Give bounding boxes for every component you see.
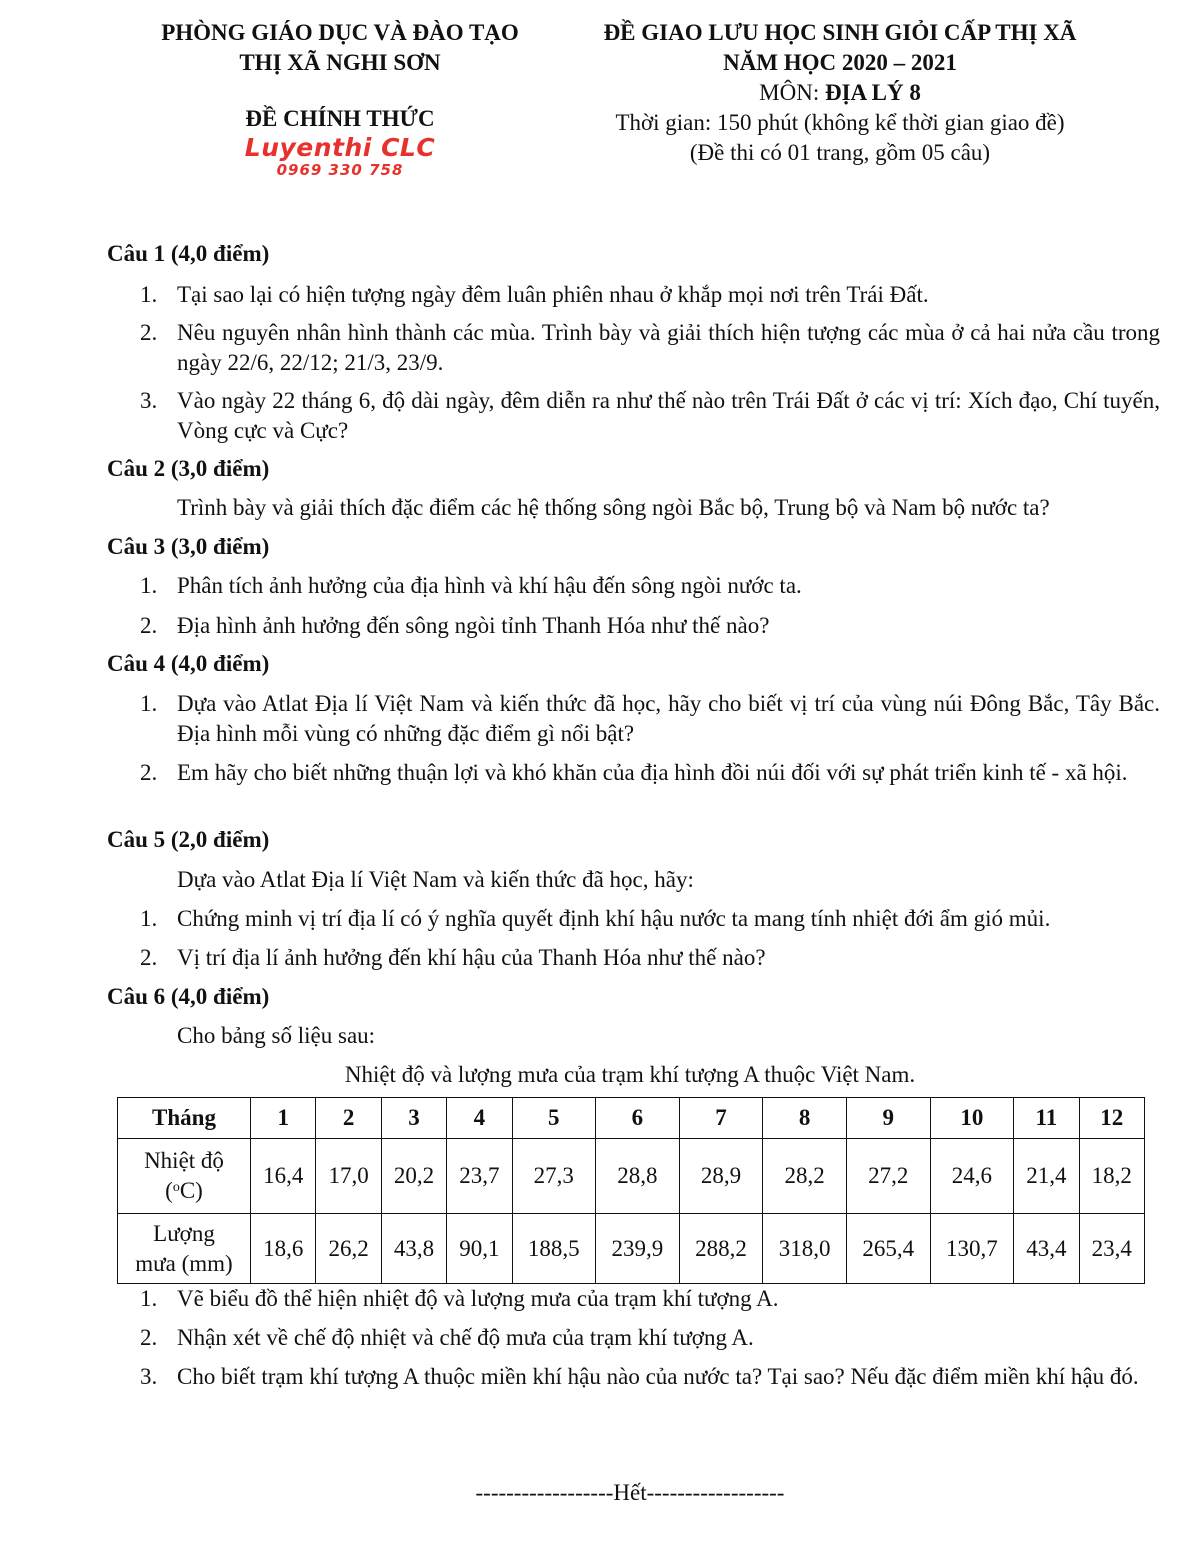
item-text: Vị trí địa lí ảnh hưởng đến khí hậu của Thanh Hóa như thế nào? bbox=[177, 945, 766, 970]
official-label: ĐỀ CHÍNH THỨC bbox=[245, 106, 435, 131]
table-caption: Nhiệt độ và lượng mưa của trạm khí tượng A thuộc Việt Nam. bbox=[344, 1062, 916, 1087]
item-number: 2. bbox=[140, 320, 158, 345]
question-title: Câu 1 (4,0 điểm) bbox=[107, 241, 270, 266]
logo-phone: 0969 330 758 bbox=[276, 161, 404, 179]
table-header-row bbox=[118, 1098, 1145, 1139]
list-item bbox=[140, 758, 1160, 788]
item-number: 1. bbox=[140, 906, 158, 931]
page-info: (Đề thi có 01 trang, gồm 05 câu) bbox=[689, 140, 991, 165]
logo-name: Luyenthi CLC bbox=[244, 133, 436, 162]
header-cell: 12 bbox=[1079, 1098, 1144, 1139]
table-cell: 288,2 bbox=[679, 1214, 763, 1284]
table-cell: 239,9 bbox=[596, 1214, 680, 1284]
row-label bbox=[118, 1139, 251, 1214]
table-cell: 43,8 bbox=[381, 1214, 446, 1284]
exam-title: ĐỀ GIAO LƯU HỌC SINH GIỎI CẤP THỊ XÃ bbox=[603, 20, 1077, 45]
header-cell: 10 bbox=[930, 1098, 1014, 1139]
list-item bbox=[140, 318, 1160, 378]
header-cell: 4 bbox=[447, 1098, 512, 1139]
item-text: Cho biết trạm khí tượng A thuộc miền khí hậu nào của nước ta? Tại sao? Nếu đặc điểm miền khí hậu đó. bbox=[177, 1364, 1139, 1389]
item-number: 3. bbox=[140, 1364, 158, 1389]
row-label-line: Nhiệt độ bbox=[144, 1148, 224, 1173]
table-cell: 26,2 bbox=[316, 1214, 381, 1284]
table-cell: 318,0 bbox=[763, 1214, 847, 1284]
list-item bbox=[140, 943, 1160, 973]
table-row bbox=[118, 1139, 1145, 1214]
item-number: 1. bbox=[140, 282, 158, 307]
subject-name: ĐỊA LÝ 8 bbox=[824, 80, 921, 105]
item-text: Vẽ biểu đồ thể hiện nhiệt độ và lượng mưa của trạm khí tượng A. bbox=[177, 1286, 779, 1311]
table-cell: 18,2 bbox=[1079, 1139, 1144, 1214]
row-label bbox=[118, 1214, 251, 1284]
list-item bbox=[140, 571, 1160, 601]
item-number: 1. bbox=[140, 691, 158, 716]
header-cell: 7 bbox=[679, 1098, 763, 1139]
table-cell: 17,0 bbox=[316, 1139, 381, 1214]
header-cell: 9 bbox=[846, 1098, 930, 1139]
subject-prefix: MÔN: bbox=[759, 80, 825, 105]
question-title: Câu 2 (3,0 điểm) bbox=[107, 456, 270, 481]
item-text: Phân tích ảnh hưởng của địa hình và khí hậu đến sông ngòi nước ta. bbox=[177, 573, 802, 598]
item-text: Nêu nguyên nhân hình thành các mùa. Trình bày và giải thích hiện tượng các mùa ở cả hai nửa cầu trong ngày 22/6, 22/12; 21/3, 23/9. bbox=[177, 320, 1160, 375]
table-cell: 21,4 bbox=[1014, 1139, 1079, 1214]
table-cell: 18,6 bbox=[251, 1214, 316, 1284]
item-number: 2. bbox=[140, 1325, 158, 1350]
item-number: 2. bbox=[140, 613, 158, 638]
table-cell: 265,4 bbox=[846, 1214, 930, 1284]
list-item bbox=[140, 386, 1160, 446]
department-header bbox=[130, 18, 550, 78]
question-paragraph: Cho bảng số liệu sau: bbox=[177, 1023, 376, 1048]
item-text: Địa hình ảnh hưởng đến sông ngòi tỉnh Thanh Hóa như thế nào? bbox=[177, 613, 770, 638]
table-cell: 27,3 bbox=[512, 1139, 596, 1214]
climate-table bbox=[117, 1097, 1145, 1284]
school-year: NĂM HỌC 2020 – 2021 bbox=[723, 50, 957, 75]
degree-sup: o bbox=[172, 1180, 180, 1195]
list-item bbox=[140, 611, 1160, 641]
time-limit: Thời gian: 150 phút (không kể thời gian giao đề) bbox=[615, 110, 1065, 135]
table-cell: 28,9 bbox=[679, 1139, 763, 1214]
header-cell: 2 bbox=[316, 1098, 381, 1139]
table-cell: 27,2 bbox=[846, 1139, 930, 1214]
question-title: Câu 3 (3,0 điểm) bbox=[107, 534, 270, 559]
header-cell: 1 bbox=[251, 1098, 316, 1139]
department-name: PHÒNG GIÁO DỤC VÀ ĐÀO TẠO bbox=[161, 20, 519, 45]
question-title: Câu 5 (2,0 điểm) bbox=[107, 827, 270, 852]
table-row bbox=[118, 1214, 1145, 1284]
item-text: Nhận xét về chế độ nhiệt và chế độ mưa của trạm khí tượng A. bbox=[177, 1325, 754, 1350]
header-cell: 11 bbox=[1014, 1098, 1079, 1139]
item-number: 2. bbox=[140, 945, 158, 970]
header-cell: 3 bbox=[381, 1098, 446, 1139]
table-cell: 90,1 bbox=[447, 1214, 512, 1284]
list-item bbox=[140, 1362, 1160, 1392]
header-cell: 8 bbox=[763, 1098, 847, 1139]
list-item bbox=[140, 280, 1160, 310]
table-cell: 188,5 bbox=[512, 1214, 596, 1284]
item-text: Tại sao lại có hiện tượng ngày đêm luân phiên nhau ở khắp mọi nơi trên Trái Đất. bbox=[177, 282, 929, 307]
exam-header bbox=[560, 18, 1120, 168]
list-item bbox=[140, 1284, 1160, 1314]
table-cell: 28,8 bbox=[596, 1139, 680, 1214]
end-marker: ------------------Hết------------------ bbox=[475, 1480, 785, 1505]
watermark-logo bbox=[225, 134, 455, 178]
unit-text: C) bbox=[179, 1178, 203, 1203]
header-cell: 6 bbox=[596, 1098, 680, 1139]
district-name: THỊ XÃ NGHI SƠN bbox=[239, 50, 441, 75]
item-number: 1. bbox=[140, 573, 158, 598]
table-cell: 16,4 bbox=[251, 1139, 316, 1214]
header-cell: Tháng bbox=[118, 1098, 251, 1139]
row-label-line: mưa (mm) bbox=[135, 1250, 233, 1276]
table-cell: 20,2 bbox=[381, 1139, 446, 1214]
item-number: 3. bbox=[140, 388, 158, 413]
row-label-line: Lượng bbox=[153, 1220, 215, 1246]
item-number: 1. bbox=[140, 1286, 158, 1311]
item-text: Vào ngày 22 tháng 6, độ dài ngày, đêm diễn ra như thế nào trên Trái Đất ở các vị trí: Xích đạo, Chí tuyến, Vòng cực và Cực? bbox=[177, 388, 1160, 443]
table-cell: 23,7 bbox=[447, 1139, 512, 1214]
list-item bbox=[140, 689, 1160, 749]
question-paragraph: Dựa vào Atlat Địa lí Việt Nam và kiến thức đã học, hãy: bbox=[177, 867, 694, 892]
item-text: Dựa vào Atlat Địa lí Việt Nam và kiến thức đã học, hãy cho biết vị trí của vùng núi Đông Bắc, Tây Bắc. Địa hình mỗi vùng có những đặc điểm gì nổi bật? bbox=[177, 691, 1160, 746]
subject-line bbox=[560, 78, 1120, 108]
list-item bbox=[140, 904, 1160, 934]
item-text: Chứng minh vị trí địa lí có ý nghĩa quyết định khí hậu nước ta mang tính nhiệt đới ẩm gió mủi. bbox=[177, 906, 1051, 931]
table-cell: 23,4 bbox=[1079, 1214, 1144, 1284]
item-number: 2. bbox=[140, 760, 158, 785]
paren-open: ( bbox=[165, 1178, 173, 1203]
table-cell: 28,2 bbox=[763, 1139, 847, 1214]
question-paragraph: Trình bày và giải thích đặc điểm các hệ thống sông ngòi Bắc bộ, Trung bộ và Nam bộ nước ta? bbox=[177, 495, 1050, 520]
item-text: Em hãy cho biết những thuận lợi và khó khăn của địa hình đồi núi đối với sự phát triển kinh tế - xã hội. bbox=[177, 760, 1128, 785]
table-cell: 130,7 bbox=[930, 1214, 1014, 1284]
question-title: Câu 4 (4,0 điểm) bbox=[107, 651, 270, 676]
question-title: Câu 6 (4,0 điểm) bbox=[107, 984, 270, 1009]
header-cell: 5 bbox=[512, 1098, 596, 1139]
table-cell: 43,4 bbox=[1014, 1214, 1079, 1284]
list-item bbox=[140, 1323, 1160, 1353]
row-label-line bbox=[118, 1176, 250, 1206]
table-cell: 24,6 bbox=[930, 1139, 1014, 1214]
